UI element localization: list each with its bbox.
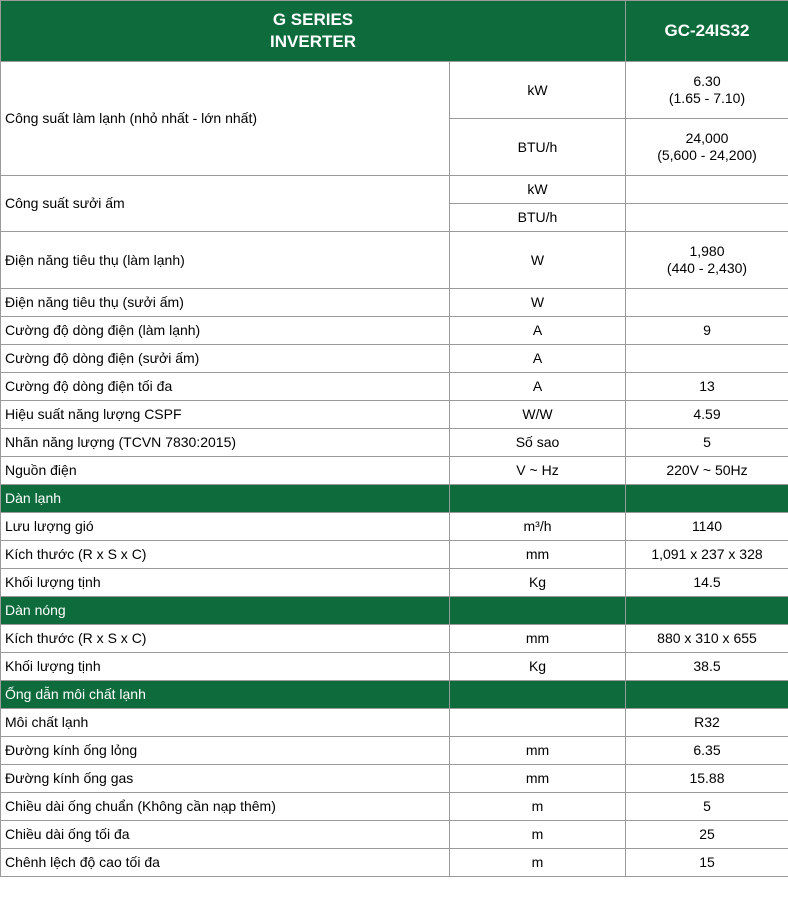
table-row (1, 401, 788, 429)
row-value (626, 289, 788, 317)
section-title: Ống dẫn môi chất lạnh (1, 681, 450, 709)
table-row (1, 793, 788, 821)
table-row (1, 625, 788, 653)
section-spacer (626, 681, 788, 709)
heating-btu-value (626, 204, 788, 232)
heating-capacity-label: Công suất sưởi ấm (1, 176, 450, 232)
row-value: 1140 (626, 513, 788, 541)
row-unit: W/W (450, 401, 626, 429)
section-header-outdoor (1, 597, 788, 625)
row-label: Môi chất lạnh (1, 709, 450, 737)
series-line-1: G SERIES (272, 10, 354, 29)
row-unit: Kg (450, 569, 626, 597)
row-label: Kích thước (R x S x C) (1, 541, 450, 569)
row-value: 880 x 310 x 655 (626, 625, 788, 653)
row-unit: m (450, 849, 626, 877)
row-value: 15.88 (626, 765, 788, 793)
row-unit: mm (450, 625, 626, 653)
section-spacer (626, 597, 788, 625)
row-value: 15 (626, 849, 788, 877)
table-row (1, 653, 788, 681)
row-value: 5 (626, 429, 788, 457)
row-label: Lưu lượng gió (1, 513, 450, 541)
table-row (1, 289, 788, 317)
table-row (1, 457, 788, 485)
cooling-btu-unit: BTU/h (450, 119, 626, 176)
heating-btu-unit: BTU/h (450, 204, 626, 232)
table-row (1, 541, 788, 569)
cooling-kw-range: (1.65 - 7.10) (668, 90, 746, 106)
row-label: Khối lượng tịnh (1, 569, 450, 597)
heating-kw-unit: kW (450, 176, 626, 204)
row-value: R32 (626, 709, 788, 737)
cooling-kw-unit: kW (450, 62, 626, 119)
table-row (1, 737, 788, 765)
table-row (1, 429, 788, 457)
row-label: Chiều dài ống chuẩn (Không cần nạp thêm) (1, 793, 450, 821)
section-spacer (626, 485, 788, 513)
heating-kw-value (626, 176, 788, 204)
table-header (1, 1, 788, 62)
row-value: 14.5 (626, 569, 788, 597)
cooling-capacity-label: Công suất làm lạnh (nhỏ nhất - lớn nhất) (1, 62, 450, 176)
row-unit: Số sao (450, 429, 626, 457)
row-label: Hiệu suất năng lượng CSPF (1, 401, 450, 429)
table-row (1, 373, 788, 401)
row-label: Kích thước (R x S x C) (1, 625, 450, 653)
row-value: 1,091 x 237 x 328 (626, 541, 788, 569)
row-unit: m³/h (450, 513, 626, 541)
row-value: 6.35 (626, 737, 788, 765)
row-unit: m (450, 821, 626, 849)
section-spacer (450, 597, 626, 625)
row-value: 25 (626, 821, 788, 849)
row-unit: Kg (450, 653, 626, 681)
table-row (1, 513, 788, 541)
row-unit: mm (450, 765, 626, 793)
cooling-kw-value: 6.30 (693, 73, 721, 89)
row-label: Đường kính ống gas (1, 765, 450, 793)
row-unit: A (450, 345, 626, 373)
table-row (1, 709, 788, 737)
row-label: Khối lượng tịnh (1, 653, 450, 681)
table-row (1, 232, 788, 289)
row-label: Nguồn điện (1, 457, 450, 485)
table-row (1, 317, 788, 345)
section-spacer (450, 681, 626, 709)
row-label: Điện năng tiêu thụ (sưởi ấm) (1, 289, 450, 317)
row-label: Chiều dài ống tối đa (1, 821, 450, 849)
row-value (626, 345, 788, 373)
row-unit: m (450, 793, 626, 821)
row-unit: mm (450, 541, 626, 569)
row-label: Cường độ dòng điện tối đa (1, 373, 450, 401)
row-label: Chênh lệch độ cao tối đa (1, 849, 450, 877)
row-value: 13 (626, 373, 788, 401)
table-row (1, 62, 788, 119)
row-label: Nhãn năng lượng (TCVN 7830:2015) (1, 429, 450, 457)
table-row (1, 569, 788, 597)
section-header-indoor (1, 485, 788, 513)
power-cooling-value-cell (626, 232, 788, 289)
power-cooling-value: 1,980 (689, 243, 725, 259)
table-row (1, 765, 788, 793)
section-title: Dàn lạnh (1, 485, 450, 513)
row-unit: mm (450, 737, 626, 765)
cooling-kw-value-cell (626, 62, 788, 119)
section-spacer (450, 485, 626, 513)
row-value: 38.5 (626, 653, 788, 681)
series-line-2: INVERTER (270, 32, 356, 51)
cooling-btu-value-cell (626, 119, 788, 176)
row-unit: W (450, 289, 626, 317)
power-cooling-range: (440 - 2,430) (666, 260, 748, 276)
table-row (1, 345, 788, 373)
section-header-piping (1, 681, 788, 709)
row-unit: A (450, 373, 626, 401)
table-row (1, 176, 788, 204)
cooling-btu-range: (5,600 - 24,200) (657, 147, 757, 163)
row-label: Cường độ dòng điện (sưởi ấm) (1, 345, 450, 373)
row-label: Cường độ dòng điện (làm lạnh) (1, 317, 450, 345)
table-row (1, 821, 788, 849)
section-title: Dàn nóng (1, 597, 450, 625)
power-cooling-unit: W (450, 232, 626, 289)
row-value: 4.59 (626, 401, 788, 429)
row-unit (450, 709, 626, 737)
model-name: GC-24IS32 (626, 1, 788, 62)
row-value: 220V ~ 50Hz (626, 457, 788, 485)
cooling-btu-value: 24,000 (685, 130, 729, 146)
power-cooling-label: Điện năng tiêu thụ (làm lạnh) (1, 232, 450, 289)
row-unit: A (450, 317, 626, 345)
row-unit: V ~ Hz (450, 457, 626, 485)
row-label: Đường kính ống lỏng (1, 737, 450, 765)
row-value: 5 (626, 793, 788, 821)
table-row (1, 849, 788, 877)
row-value: 9 (626, 317, 788, 345)
series-title (1, 1, 626, 62)
